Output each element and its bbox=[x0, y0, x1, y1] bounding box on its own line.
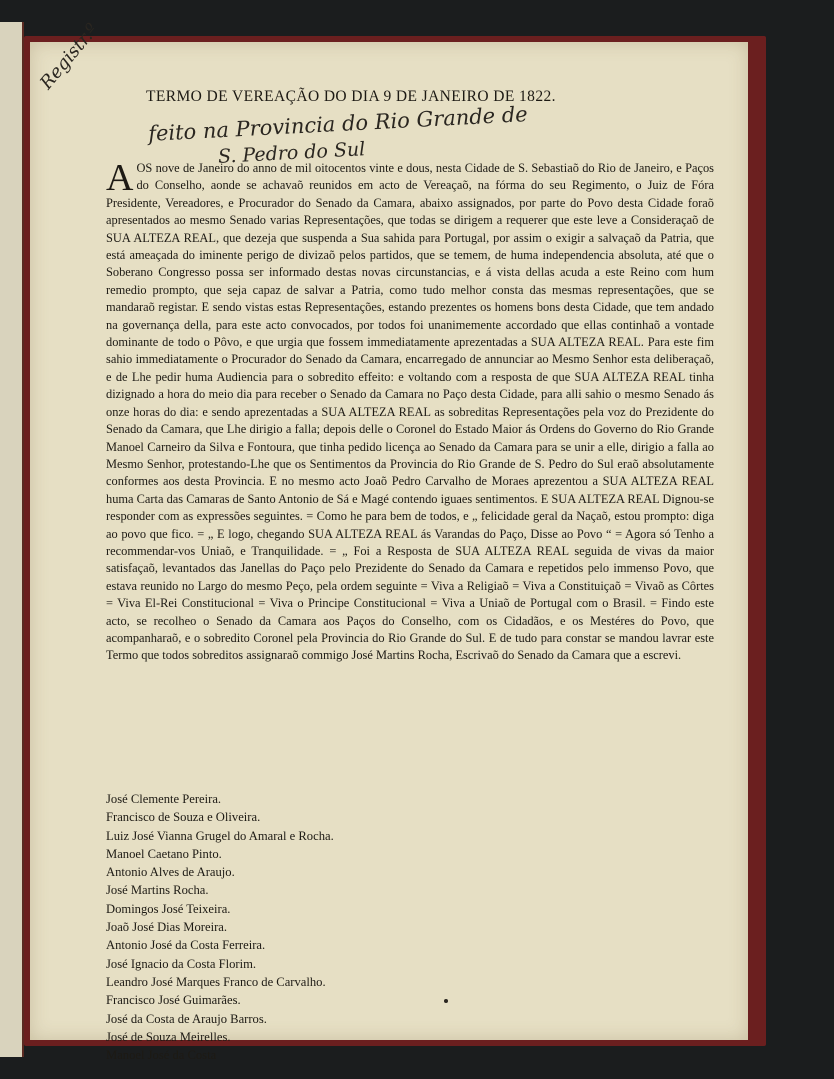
signature-list bbox=[106, 790, 506, 1064]
signature: Antonio Alves de Araujo. bbox=[106, 865, 235, 880]
drop-cap: A bbox=[106, 157, 134, 199]
signature: Antonio José da Costa Ferreira. bbox=[106, 938, 266, 953]
ink-dot bbox=[444, 999, 448, 1003]
signature: Francisco de Souza e Oliveira. bbox=[106, 810, 261, 825]
signature: Domingos José Teixeira. bbox=[106, 901, 231, 916]
document-page bbox=[30, 19, 748, 1063]
signature: José da Costa de Araujo Barros. bbox=[106, 1011, 267, 1026]
signature: Luiz José Vianna Grugel do Amaral e Rocha. bbox=[106, 828, 334, 843]
handwritten-margin-note: Registr.º bbox=[36, 19, 103, 94]
signature: José Clemente Pereira. bbox=[106, 792, 222, 806]
handwritten-annotation-line-1: feito na Provincia do Rio Grande de bbox=[147, 102, 529, 146]
body-text: OS nove de Janeiro do anno de mil oitocentos vinte e dous, nesta Cidade de S. Sebastiaõ do Rio de Janeiro, e Paços do Conselho, aonde se achavaõ reunidos em acto de Vereaçaõ, na fórma do seu Regimento, o Juiz de Fóra Presidente, Vereadores, e Procurador do Senado da Camara, abaixo assignados, por parte do Povo desta Cidade foraõ apresentados ao mesmo Senado varias Representações, que todas se dirigem a requerer que este leve a Consideraçaõ de SUA ALTEZA REAL, que dezeja que suspenda a Sua sahida para Portugal, por assim o exigir a salvaçaõ da Patria, que está ameaçada do iminente perigo de divizaõ pelos partidos, que se temem, de huma independencia absoluta, até que o Soberano Congresso possa ser informado destas novas circunstancias, e á vista dellas acuda a este Reino com hum remedio prompto, que seja capaz de salvar a Patria, como tudo melhor consta das mesmas representações, que se mandaraõ registar. E sendo vistas estas Representações, estando prezentes os homens bons desta Cidade, que tem andado na governança della, para este acto convocados, por todos foi unanimemente accordado que ellas continhaõ a vontade dominante de todo o Pôvo, e que urgia que fossem immediatamente aprezentadas a SUA ALTEZA REAL. Para este fim sahio immediatamente o Procurador do Senado da Camara, encarregado de annunciar ao Mesmo Senhor esta deliberaçaõ, e de Lhe pedir huma Audiencia para o sobredito effeito: e voltando com a resposta de que SUA ALTEZA REAL tinha dizignado a hora do meio dia para receber o Senado da Camara no Paço desta Cidade, para alli sahio o mesmo Senado ás onze horas do dia: e sendo aprezentadas a SUA ALTEZA REAL as sobreditas Representações pela voz do Prezidente do Senado da Camara, que Lhe dirigio a falla; depois delle o Coronel do Estado Maior ás Ordens do Governo do Rio Grande Manoel Carneiro da Silva e Fontoura, que tinha pedido licença ao Senado da Camara para se unir a elle, dirigio a falla ao Mesmo Senhor, protestando-Lhe que os Sentimentos da Provincia do Rio Grande de S. Pedro do Sul eraõ absolutamente conformes aos desta Provincia. E no mesmo acto Joaõ Pedro Carvalho de Moraes aprezentou a SUA ALTEZA REAL huma Carta das Camaras de Santo Antonio de Sá e Magé contendo iguaes sentimentos. E SUA ALTEZA REAL Dignou-se responder com as expressões seguintes. = Como he para bem de todos, e „ felicidade geral da Naçaõ, estou prompto: diga ao povo que fico. = „ E logo, chegando SUA ALTEZA REAL ás Varandas do Paço, Disse ao Povo “ = Agora só Tenho a recommendar-vos Uniaõ, e Tranquilidade. = „ Foi a Resposta de SUA ALTEZA REAL seguida de vivas da maior satisfaçaõ, levantados das Janellas do Paço pelo Prezidente do Senado da Camara e repetidos pelo immenso Povo, que estava reunido no Largo do mesmo Peço, pela ordem seguinte = Viva a Religiaõ = Viva a Constituiçaõ = Vivaõ as Côrtes = Viva El-Rei Constitucional = Viva o Principe Constitucional = Viva a Uniaõ de Portugal com o Brasil. = Findo este acto, se recolheo o Senado da Camara aos Paços do Conselho, com os Cidadãos, e os Mestéres do Povo, que acompanharaõ, e o sobredito Coronel pela Provincia do Rio Grande do Sul. E de tudo para constar se mandou lavrar este Termo que todos sobreditos assignaraõ commigo José Martins Rocha, Escrivaõ do Senado da Camara que a escrevi. bbox=[106, 161, 714, 663]
signature: Leandro José Marques Franco de Carvalho. bbox=[106, 974, 326, 989]
handwritten-annotation-line-2: S. Pedro do Sul bbox=[217, 138, 366, 168]
signature: José Martins Rocha. bbox=[106, 883, 209, 898]
signature: Francisco José Guimarães. bbox=[106, 993, 241, 1008]
document-title: TERMO DE VEREAÇÃO DO DIA 9 DE JANEIRO DE 1822. bbox=[146, 88, 556, 105]
signature: Manoel José da Costa bbox=[106, 1048, 217, 1063]
signature: José de Souza Meirelles. bbox=[106, 1029, 231, 1044]
document-body bbox=[106, 157, 714, 665]
signature: Joaõ José Dias Moreira. bbox=[106, 920, 228, 935]
signature: José Ignacio da Costa Florim. bbox=[106, 956, 257, 971]
signature: Manoel Caetano Pinto. bbox=[106, 846, 222, 861]
adjacent-page-edge bbox=[0, 22, 24, 1057]
